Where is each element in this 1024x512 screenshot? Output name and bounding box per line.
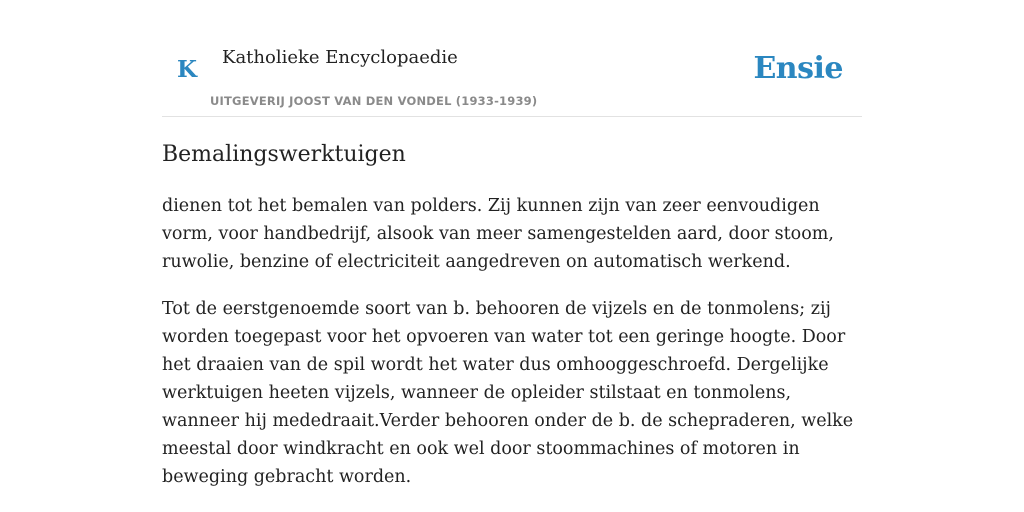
site-header [162,0,862,117]
encyclopedia-logo-icon[interactable]: K [177,56,197,83]
publisher-subtitle: UITGEVERIJ JOOST VAN DEN VONDEL (1933-1939) [210,94,538,108]
article-paragraph: dienen tot het bemalen van polders. Zij kunnen zijn van zeer eenvoudigen vorm, voor handbedrijf, alsook van meer samengestelden aard, door stoom, ruwolie, benzine of electriciteit aangedreven on automatisch werkend. [162,196,834,272]
article-title: Bemalingswerktuigen [162,142,406,167]
article-paragraph: Tot de eerstgenoemde soort van b. behooren de vijzels en de tonmolens; zij worden toegepast voor het opvoeren van water tot een geringe hoogte. Door het draaien van de spil wordt het water dus omhooggeschroefd. Dergelijke werktuigen heeten vijzels, wanneer de opleider stilstaat en tonmolens, wanneer hij mededraait.Verder behooren onder de b. de schepraderen, welke meestal door windkracht en ook wel door stoommachines of motoren in beweging gebracht worden. [162,299,854,487]
ensie-brand-logo[interactable]: Ensie [753,51,843,86]
encyclopedia-title-link[interactable]: Katholieke Encyclopaedie [222,47,458,68]
article-body [162,192,862,510]
